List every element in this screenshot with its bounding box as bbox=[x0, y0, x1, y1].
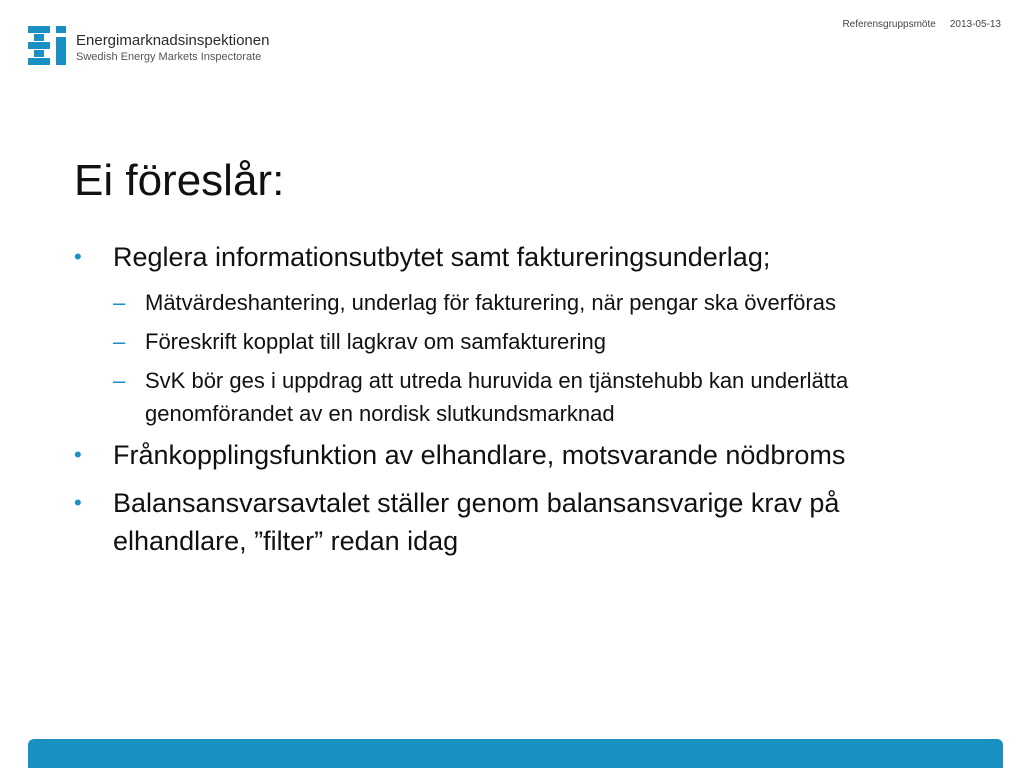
sub-text: SvK bör ges i uppdrag att utreda huruvida en tjänstehubb kan underlätta genomförandet av en nordisk slutkundsmarknad bbox=[145, 368, 849, 426]
slide-title: Ei föreslår: bbox=[74, 156, 285, 205]
sub-item bbox=[113, 286, 954, 319]
meeting-label: Referensgruppsmöte bbox=[842, 19, 936, 30]
sub-list bbox=[74, 286, 954, 430]
bullet-marker: • bbox=[74, 442, 82, 467]
footer-bar bbox=[28, 739, 1003, 768]
bullet-text: Reglera informationsutbytet samt faktureringsunderlag; bbox=[113, 242, 771, 272]
bullet-item bbox=[74, 484, 954, 560]
bullet-text: Balansansvarsavtalet ställer genom balansansvarige krav på elhandlare, ”filter” redan idag bbox=[113, 488, 840, 556]
ei-logo-icon bbox=[28, 26, 72, 66]
sub-marker: – bbox=[113, 329, 126, 354]
sub-text: Mätvärdeshantering, underlag för fakturering, när pengar ska överföras bbox=[145, 290, 836, 315]
slide-meta bbox=[842, 19, 1001, 30]
sub-marker: – bbox=[113, 290, 126, 315]
bullet-marker: • bbox=[74, 244, 82, 269]
slide-content bbox=[74, 238, 954, 570]
sub-item bbox=[113, 325, 954, 358]
sub-marker: – bbox=[113, 368, 126, 393]
date-label: 2013-05-13 bbox=[949, 19, 1001, 30]
sub-item bbox=[113, 364, 954, 430]
org-name: Energimarknadsinspektionen bbox=[76, 32, 270, 49]
bullet-text: Frånkopplingsfunktion av elhandlare, motsvarande nödbroms bbox=[113, 440, 846, 470]
logo-text bbox=[76, 32, 269, 64]
bullet-item bbox=[74, 238, 954, 276]
org-subtitle: Swedish Energy Markets Inspectorate bbox=[76, 51, 262, 63]
bullet-item bbox=[74, 436, 954, 474]
sub-text: Föreskrift kopplat till lagkrav om samfakturering bbox=[145, 329, 606, 354]
bullet-marker: • bbox=[74, 490, 82, 515]
